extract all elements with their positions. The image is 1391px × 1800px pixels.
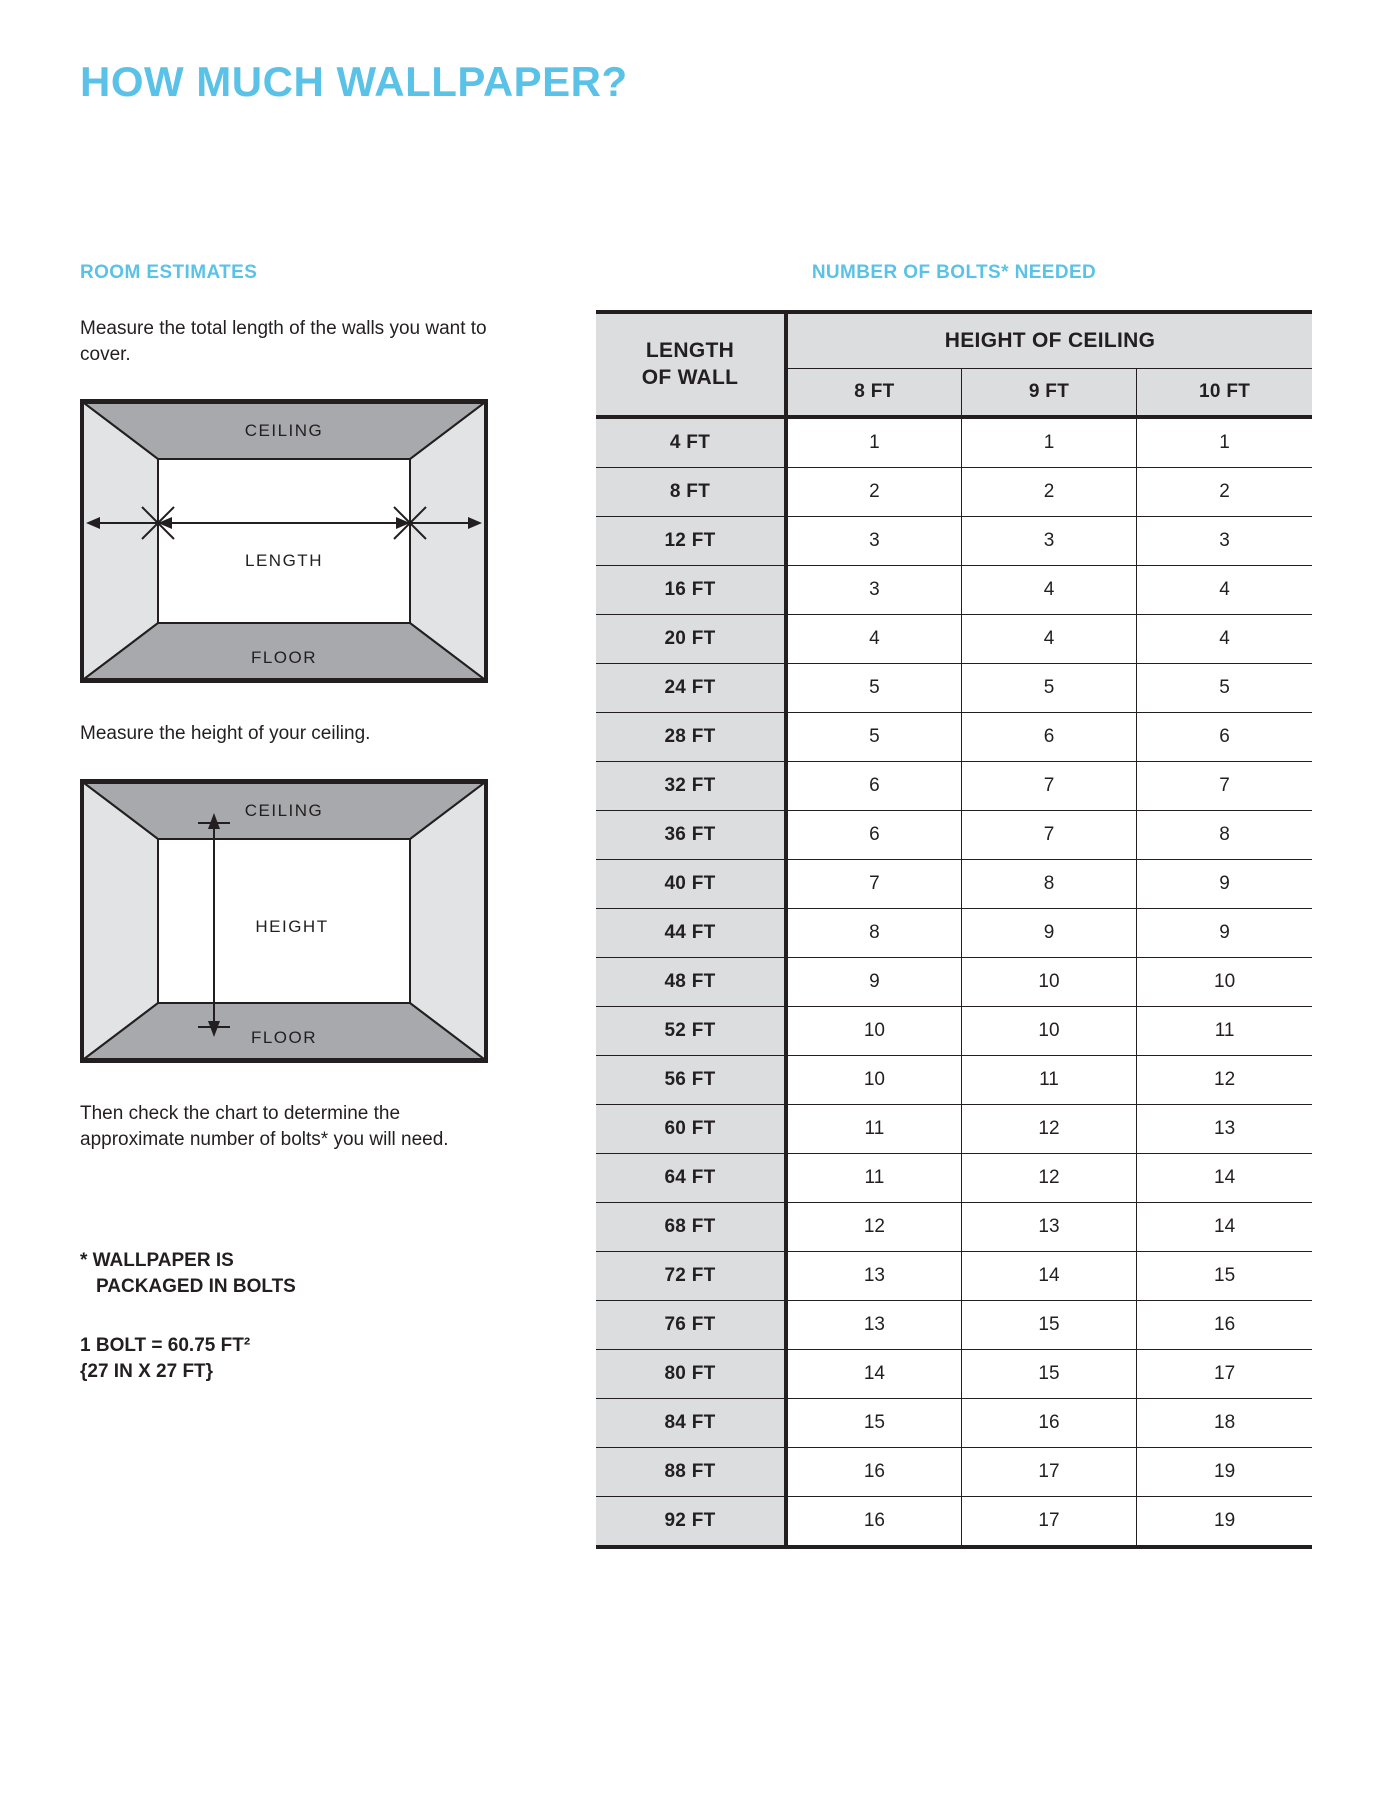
cell-10ft: 19 <box>1137 1497 1312 1548</box>
cell-8ft: 8 <box>786 909 961 958</box>
cell-10ft: 8 <box>1137 811 1312 860</box>
row-length: 76 FT <box>596 1301 786 1350</box>
cell-10ft: 18 <box>1137 1399 1312 1448</box>
room-estimates-section <box>80 262 500 1385</box>
row-length: 52 FT <box>596 1007 786 1056</box>
row-length: 32 FT <box>596 762 786 811</box>
cell-8ft: 9 <box>786 958 961 1007</box>
table-row <box>596 1448 1312 1497</box>
cell-9ft: 7 <box>961 762 1136 811</box>
row-length: 12 FT <box>596 517 786 566</box>
cell-9ft: 16 <box>961 1399 1136 1448</box>
header-8ft: 8 FT <box>786 369 961 418</box>
cell-9ft: 11 <box>961 1056 1136 1105</box>
header-length-line1: LENGTH <box>645 339 735 363</box>
cell-10ft: 1 <box>1137 417 1312 468</box>
section-heading-room-estimates: ROOM ESTIMATES <box>80 262 258 283</box>
row-length: 64 FT <box>596 1154 786 1203</box>
table-row <box>596 1350 1312 1399</box>
footnote-wallpaper-packaged <box>80 1248 500 1299</box>
header-height-of-ceiling: HEIGHT OF CEILING <box>786 312 1312 369</box>
row-length: 16 FT <box>596 566 786 615</box>
instruction-measure-length: Measure the total length of the walls you want to cover. <box>80 318 487 365</box>
cell-10ft: 5 <box>1137 664 1312 713</box>
row-length: 84 FT <box>596 1399 786 1448</box>
table-row <box>596 1203 1312 1252</box>
diagram2-dimension-label: HEIGHT <box>255 916 329 936</box>
table-body <box>596 417 1312 1547</box>
room-diagram-length <box>80 399 488 683</box>
cell-10ft: 13 <box>1137 1105 1312 1154</box>
table-row <box>596 615 1312 664</box>
cell-9ft: 17 <box>961 1448 1136 1497</box>
cell-8ft: 16 <box>786 1448 961 1497</box>
table-row <box>596 566 1312 615</box>
table-row <box>596 1105 1312 1154</box>
footnote-line-1: * WALLPAPER IS <box>80 1250 234 1272</box>
cell-10ft: 10 <box>1137 958 1312 1007</box>
table-row <box>596 1007 1312 1056</box>
table-row <box>596 664 1312 713</box>
cell-10ft: 3 <box>1137 517 1312 566</box>
cell-9ft: 4 <box>961 566 1136 615</box>
footnote-line-2: PACKAGED IN BOLTS <box>96 1275 296 1297</box>
cell-8ft: 11 <box>786 1105 961 1154</box>
header-length-line2: OF WALL <box>641 365 739 389</box>
table-heading: NUMBER OF BOLTS* NEEDED <box>811 262 1097 283</box>
row-length: 24 FT <box>596 664 786 713</box>
table-row <box>596 762 1312 811</box>
cell-10ft: 19 <box>1137 1448 1312 1497</box>
cell-10ft: 9 <box>1137 860 1312 909</box>
row-length: 72 FT <box>596 1252 786 1301</box>
cell-10ft: 9 <box>1137 909 1312 958</box>
cell-9ft: 17 <box>961 1497 1136 1548</box>
cell-9ft: 12 <box>961 1105 1136 1154</box>
cell-10ft: 2 <box>1137 468 1312 517</box>
table-row <box>596 1497 1312 1548</box>
cell-9ft: 10 <box>961 1007 1136 1056</box>
cell-9ft: 8 <box>961 860 1136 909</box>
cell-8ft: 5 <box>786 664 961 713</box>
cell-9ft: 1 <box>961 417 1136 468</box>
cell-10ft: 7 <box>1137 762 1312 811</box>
table-row <box>596 811 1312 860</box>
table-row <box>596 417 1312 468</box>
cell-10ft: 17 <box>1137 1350 1312 1399</box>
cell-10ft: 11 <box>1137 1007 1312 1056</box>
cell-8ft: 12 <box>786 1203 961 1252</box>
cell-10ft: 14 <box>1137 1203 1312 1252</box>
cell-9ft: 13 <box>961 1203 1136 1252</box>
table-row <box>596 1301 1312 1350</box>
diagram2-floor-label: FLOOR <box>250 1027 318 1047</box>
cell-10ft: 14 <box>1137 1154 1312 1203</box>
cell-9ft: 4 <box>961 615 1136 664</box>
row-length: 8 FT <box>596 468 786 517</box>
table-header-row-1 <box>596 312 1312 369</box>
cell-8ft: 13 <box>786 1301 961 1350</box>
header-length-of-wall <box>596 312 786 417</box>
table-row <box>596 909 1312 958</box>
instruction-check-chart: Then check the chart to determine the approximate number of bolts* you will need. <box>80 1102 449 1150</box>
instruction-measure-height: Measure the height of your ceiling. <box>80 723 371 745</box>
cell-10ft: 15 <box>1137 1252 1312 1301</box>
header-9ft: 9 FT <box>961 369 1136 418</box>
cell-10ft: 12 <box>1137 1056 1312 1105</box>
cell-9ft: 2 <box>961 468 1136 517</box>
diagram1-ceiling-label: CEILING <box>244 421 324 441</box>
cell-8ft: 2 <box>786 468 961 517</box>
cell-8ft: 11 <box>786 1154 961 1203</box>
bolt-area: 1 BOLT = 60.75 FT² <box>80 1335 251 1357</box>
row-length: 56 FT <box>596 1056 786 1105</box>
bolt-dimensions: {27 IN X 27 FT} <box>80 1361 214 1383</box>
cell-8ft: 15 <box>786 1399 961 1448</box>
cell-9ft: 7 <box>961 811 1136 860</box>
bolts-table <box>596 310 1312 1549</box>
header-10ft: 10 FT <box>1137 369 1312 418</box>
cell-9ft: 3 <box>961 517 1136 566</box>
cell-8ft: 16 <box>786 1497 961 1548</box>
bolts-table-section <box>596 262 1312 1549</box>
row-length: 20 FT <box>596 615 786 664</box>
table-row <box>596 1154 1312 1203</box>
cell-9ft: 6 <box>961 713 1136 762</box>
row-length: 28 FT <box>596 713 786 762</box>
cell-8ft: 4 <box>786 615 961 664</box>
row-length: 4 FT <box>596 417 786 468</box>
diagram1-floor-label: FLOOR <box>250 648 318 668</box>
table-row <box>596 713 1312 762</box>
cell-8ft: 10 <box>786 1056 961 1105</box>
row-length: 40 FT <box>596 860 786 909</box>
page-title: HOW MUCH WALLPAPER? <box>80 58 628 105</box>
row-length: 36 FT <box>596 811 786 860</box>
bolt-size-note <box>80 1333 500 1384</box>
cell-9ft: 14 <box>961 1252 1136 1301</box>
cell-9ft: 15 <box>961 1350 1136 1399</box>
cell-8ft: 10 <box>786 1007 961 1056</box>
table-row <box>596 1399 1312 1448</box>
cell-8ft: 5 <box>786 713 961 762</box>
table-row <box>596 958 1312 1007</box>
table-row <box>596 860 1312 909</box>
table-row <box>596 1056 1312 1105</box>
cell-8ft: 6 <box>786 811 961 860</box>
cell-8ft: 3 <box>786 517 961 566</box>
row-length: 88 FT <box>596 1448 786 1497</box>
cell-10ft: 4 <box>1137 615 1312 664</box>
cell-8ft: 13 <box>786 1252 961 1301</box>
table-row <box>596 517 1312 566</box>
row-length: 44 FT <box>596 909 786 958</box>
diagram1-dimension-label: LENGTH <box>245 551 323 571</box>
table-row <box>596 1252 1312 1301</box>
cell-9ft: 15 <box>961 1301 1136 1350</box>
row-length: 60 FT <box>596 1105 786 1154</box>
cell-8ft: 7 <box>786 860 961 909</box>
row-length: 68 FT <box>596 1203 786 1252</box>
cell-10ft: 16 <box>1137 1301 1312 1350</box>
diagram2-ceiling-label: CEILING <box>244 800 324 820</box>
room-diagram-height <box>80 779 488 1063</box>
row-length: 48 FT <box>596 958 786 1007</box>
row-length: 80 FT <box>596 1350 786 1399</box>
cell-9ft: 12 <box>961 1154 1136 1203</box>
cell-10ft: 4 <box>1137 566 1312 615</box>
cell-9ft: 5 <box>961 664 1136 713</box>
cell-8ft: 6 <box>786 762 961 811</box>
table-row <box>596 468 1312 517</box>
cell-10ft: 6 <box>1137 713 1312 762</box>
row-length: 92 FT <box>596 1497 786 1548</box>
cell-8ft: 3 <box>786 566 961 615</box>
cell-8ft: 14 <box>786 1350 961 1399</box>
cell-9ft: 9 <box>961 909 1136 958</box>
table-header <box>596 312 1312 417</box>
cell-8ft: 1 <box>786 417 961 468</box>
cell-9ft: 10 <box>961 958 1136 1007</box>
